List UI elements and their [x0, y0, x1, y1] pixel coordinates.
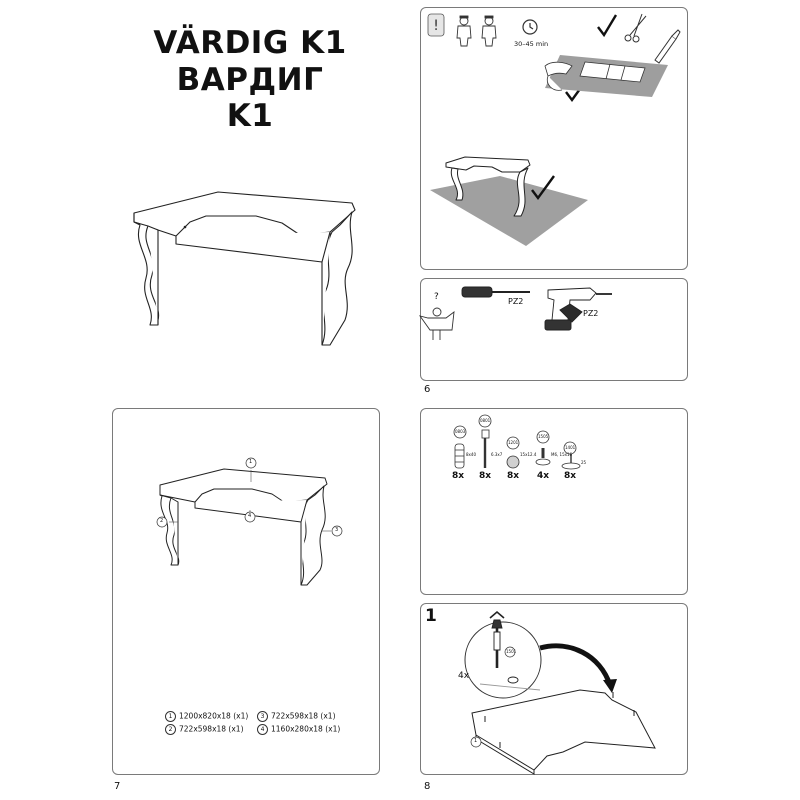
hardware-5-count: 8x: [564, 471, 577, 481]
drill-bit-label: PZ2: [583, 309, 599, 318]
part-4-row: 4 1160x280x18 (x1): [257, 724, 340, 735]
part-3-row: 3 722x598x18 (x1): [257, 711, 336, 722]
clock-time-label: 30–45 min: [514, 40, 549, 48]
part-2-row: 2 722x598x18 (x1): [165, 724, 244, 735]
hardware-2-code: 0801: [480, 418, 491, 423]
step-number: 1: [425, 606, 437, 626]
screwdriver-bit-label: PZ2: [508, 297, 524, 306]
callout-2-label: 2: [160, 518, 164, 524]
callout-3-label: 3: [335, 527, 339, 533]
title-cyrillic: ВАРДИГ K1: [176, 62, 324, 134]
callout-1-label: 1: [249, 459, 253, 465]
hardware-3-spec: 15x12.4: [520, 452, 537, 457]
svg-text:!: !: [433, 18, 439, 34]
hardware-2-spec: 6.3x7: [491, 452, 503, 457]
page-number-7: 7: [114, 781, 121, 792]
hardware-5-spec: 25: [581, 460, 587, 465]
page-number-8: 8: [424, 781, 431, 792]
part-1-row: 1 1200x820x18 (x1): [165, 711, 248, 722]
hardware-1-spec: 8x40: [466, 452, 477, 457]
hardware-4-count: 4x: [537, 471, 550, 481]
question-mark: ?: [434, 292, 439, 302]
hardware-5-code: 1401: [565, 445, 576, 450]
hardware-2-count: 8x: [479, 471, 492, 481]
hardware-3-code: 1201: [508, 440, 519, 445]
title-latin: VÄRDIG K1: [153, 25, 347, 61]
hardware-4-code: 1505: [538, 434, 549, 439]
callout-4-label: 4: [248, 513, 252, 519]
step-count: 4x: [458, 671, 470, 681]
hardware-4-spec: M6, 15x16: [551, 452, 573, 457]
hardware-1-count: 8x: [452, 471, 465, 481]
page-number-6: 6: [424, 384, 431, 395]
step-part-callout-label: 1: [474, 738, 478, 744]
fitting-code: 1501: [506, 649, 517, 654]
hardware-3-count: 8x: [507, 471, 520, 481]
hardware-1-code: 0803: [455, 429, 466, 434]
